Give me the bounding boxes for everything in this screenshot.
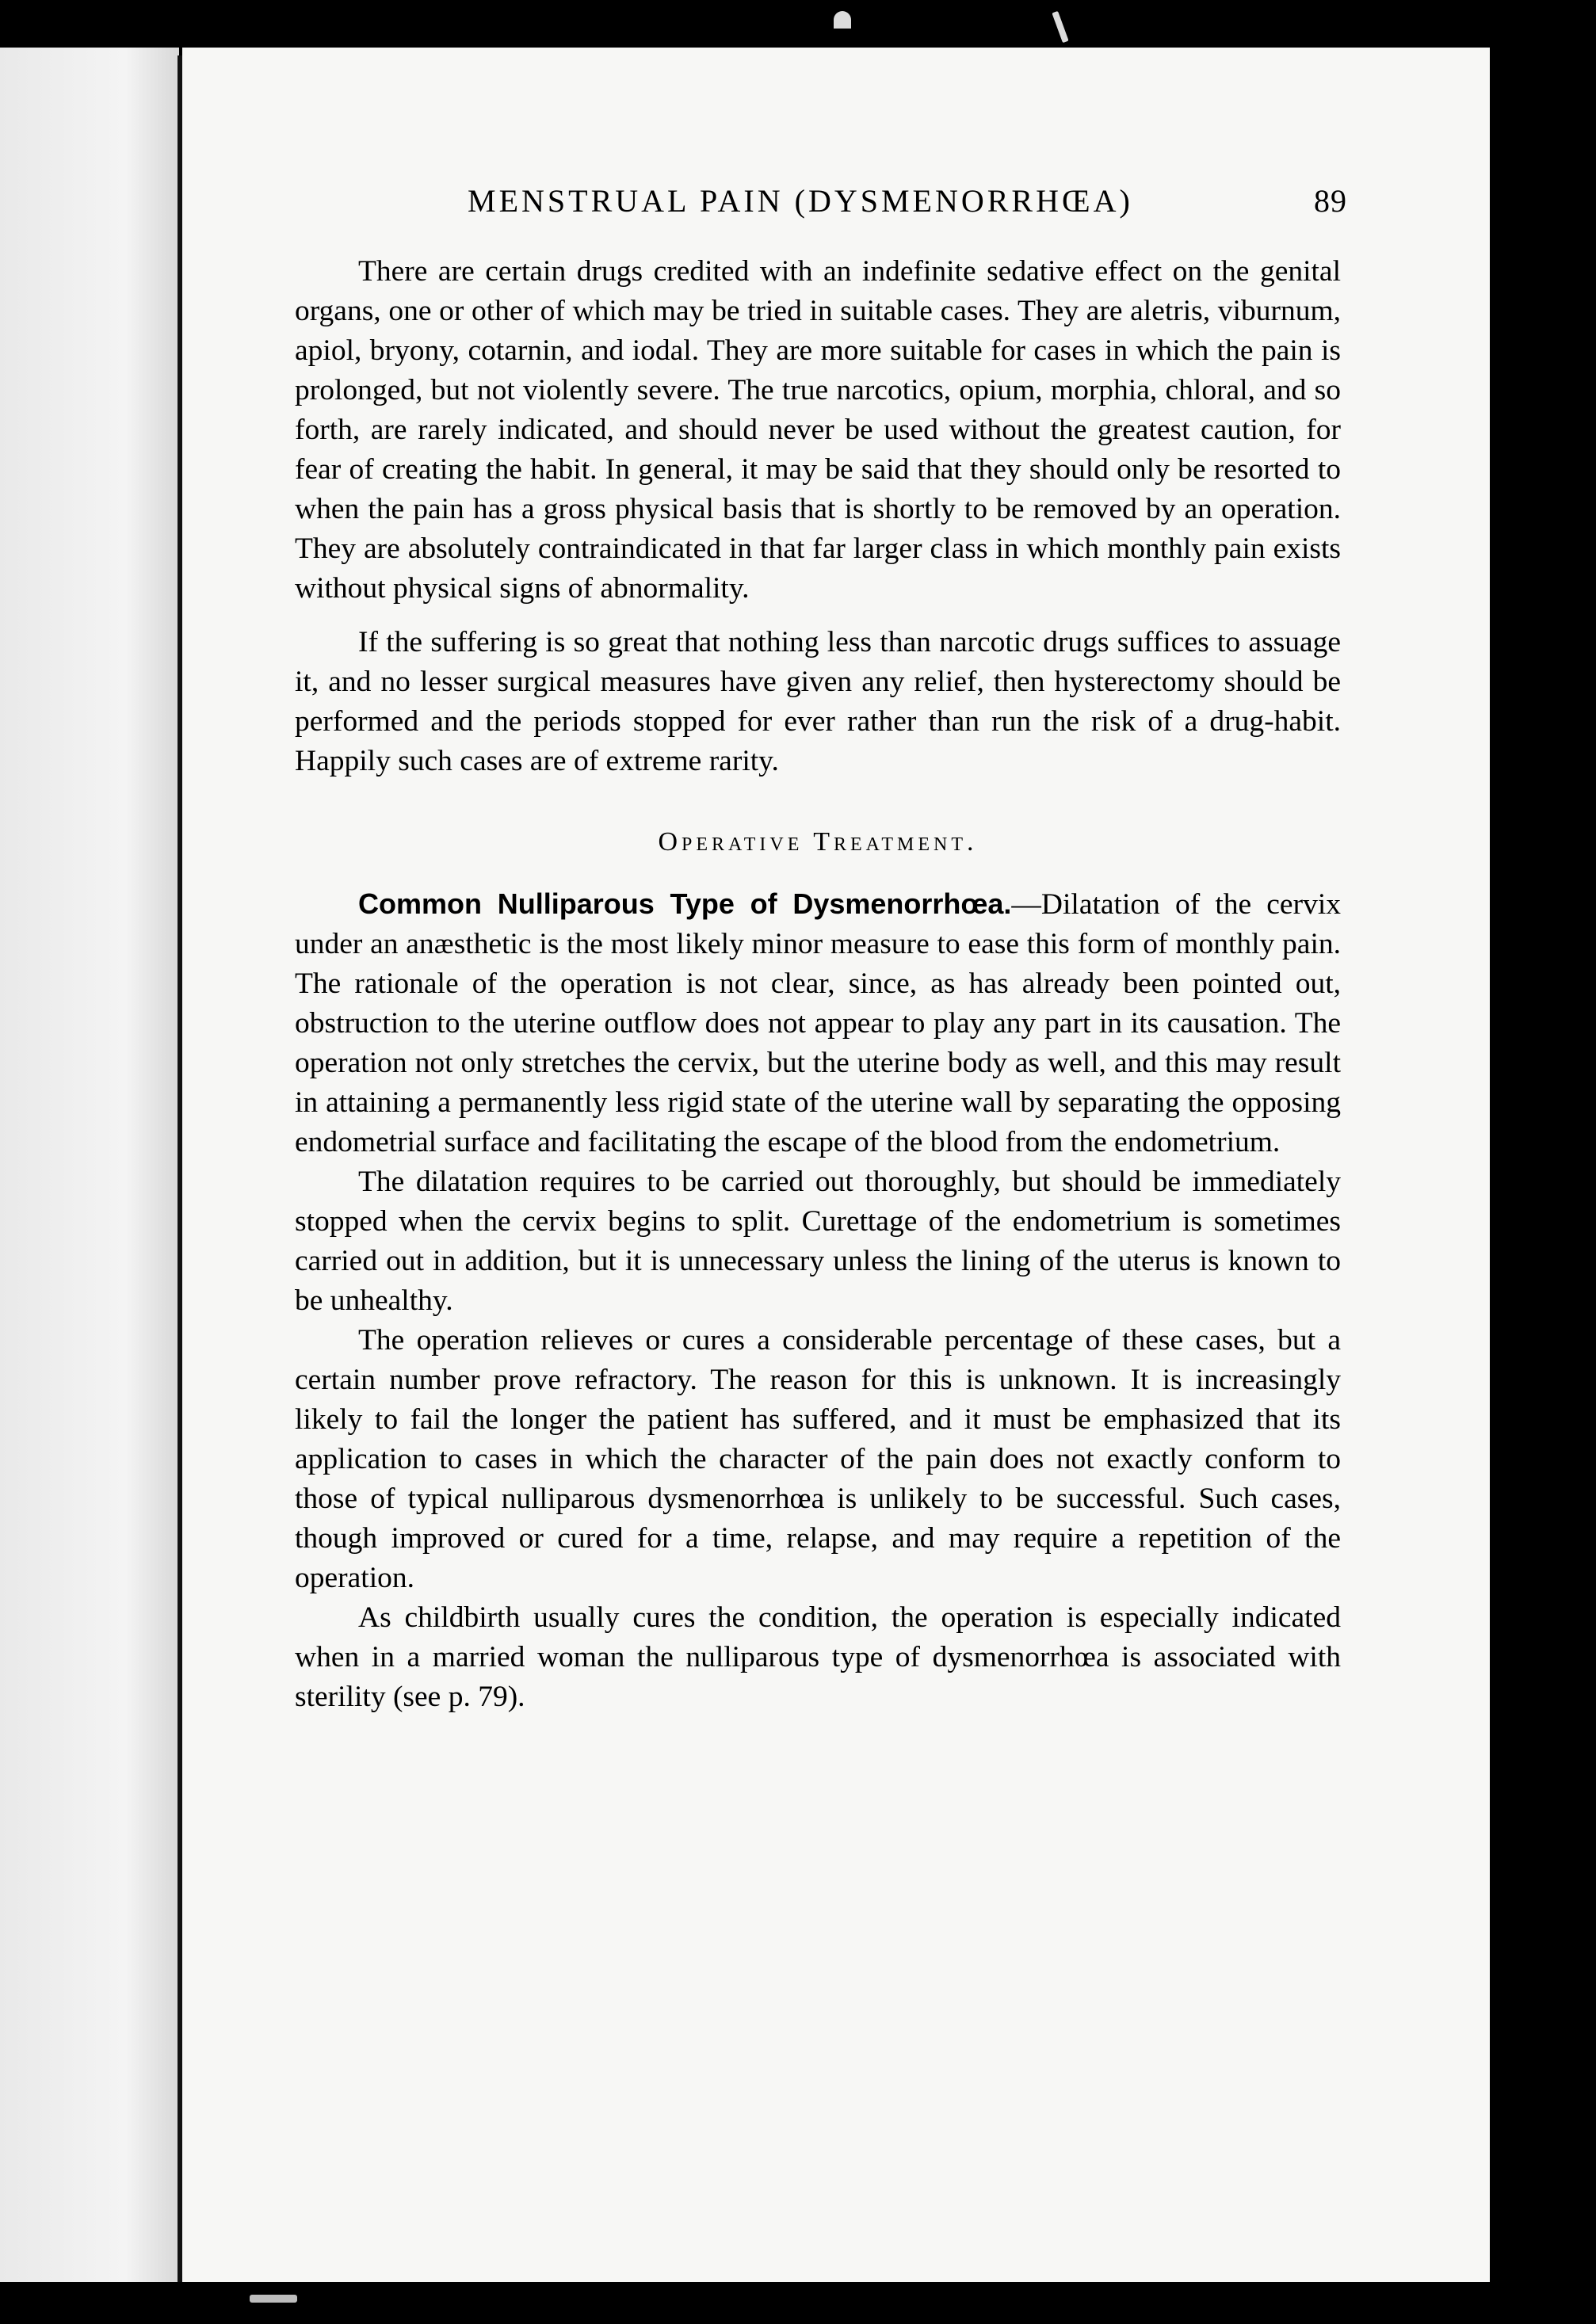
- run-in-heading: Common Nulliparous Type of Dysmenorrhœa.: [358, 887, 1012, 920]
- section-heading: Operative Treatment.: [658, 827, 978, 857]
- paragraph-hysterectomy: If the suffering is so great that nothing less than narcotic drugs suffices to assuage it, and no lesser surgical measures have given any relief, then hysterectomy should be performed and the periods stopped for ever rather than run the risk of a drug-habit. Happily such cases are of extreme rarity.: [295, 626, 1341, 777]
- scan-artifact-mark: [1052, 11, 1068, 43]
- scan-artifact-mark: [250, 2295, 297, 2303]
- page-number: 89: [1314, 183, 1347, 219]
- running-header: [293, 182, 1347, 230]
- paragraph-childbirth: As childbirth usually cures the condition, the operation is especially indicated when in a married woman the nulliparous type of dysmenorrhœa is associated with sterility (see p. 79).: [295, 1601, 1341, 1713]
- facing-page-edge: [0, 48, 179, 2282]
- paragraph-curettage: The dilatation requires to be carried out thoroughly, but should be immediately stopped when the cervix begins to split. Curettage of the endometrium is sometimes carried out in addition, but it is unnecessary unless the lining of the uterus is known to be unhealthy.: [295, 1166, 1341, 1317]
- scan-artifact-mark: [834, 11, 851, 29]
- paragraph-dilatation: [295, 884, 1341, 1162]
- page-body: [295, 252, 1341, 1717]
- running-title: MENSTRUAL PAIN (DYSMENORRHŒA): [468, 183, 1133, 219]
- paragraph-dilatation-body: —Dilatation of the cervix under an anæsthetic is the most likely minor measure to ease this form of monthly pain. The rationale of the operation is not clear, since, as has already been pointed out, obstruction to the uterine outflow does not appear to play any part in its causation. The operation not only stretches the cervix, but the uterine body as well, and this may result in attaining a permanently less rigid state of the uterine wall by separating the opposing endometrial surface and facilitating the escape of the blood from the endometrium.: [295, 888, 1341, 1158]
- paragraph-drugs: There are certain drugs credited with an indefinite sedative effect on the genital organs, one or other of which may be tried in suitable cases. They are aletris, viburnum, apiol, bryony, cotarnin, and iodal. They are more suitable for cases in which the pain is prolonged, but not violently severe. The true narcotics, opium, morphia, chloral, and so forth, are rarely indicated, and should never be used without the greatest caution, for fear of creating the habit. In general, it may be said that they should only be resorted to when the pain has a gross physical basis that is shortly to be removed by an operation. They are absolutely contraindicated in that far larger class in which monthly pain exists without physical signs of abnormality.: [295, 255, 1341, 605]
- paragraph-outcomes: The operation relieves or cures a considerable percentage of these cases, but a certain number prove refractory. The reason for this is unknown. It is increasingly likely to fail the longer the patient has suffered, and it must be emphasized that its application to cases in which the character of the pain does not exactly conform to those of typical nulliparous dysmenorrhœa is unlikely to be successful. Such cases, though improved or cured for a time, relapse, and may require a repetition of the operation.: [295, 1324, 1341, 1594]
